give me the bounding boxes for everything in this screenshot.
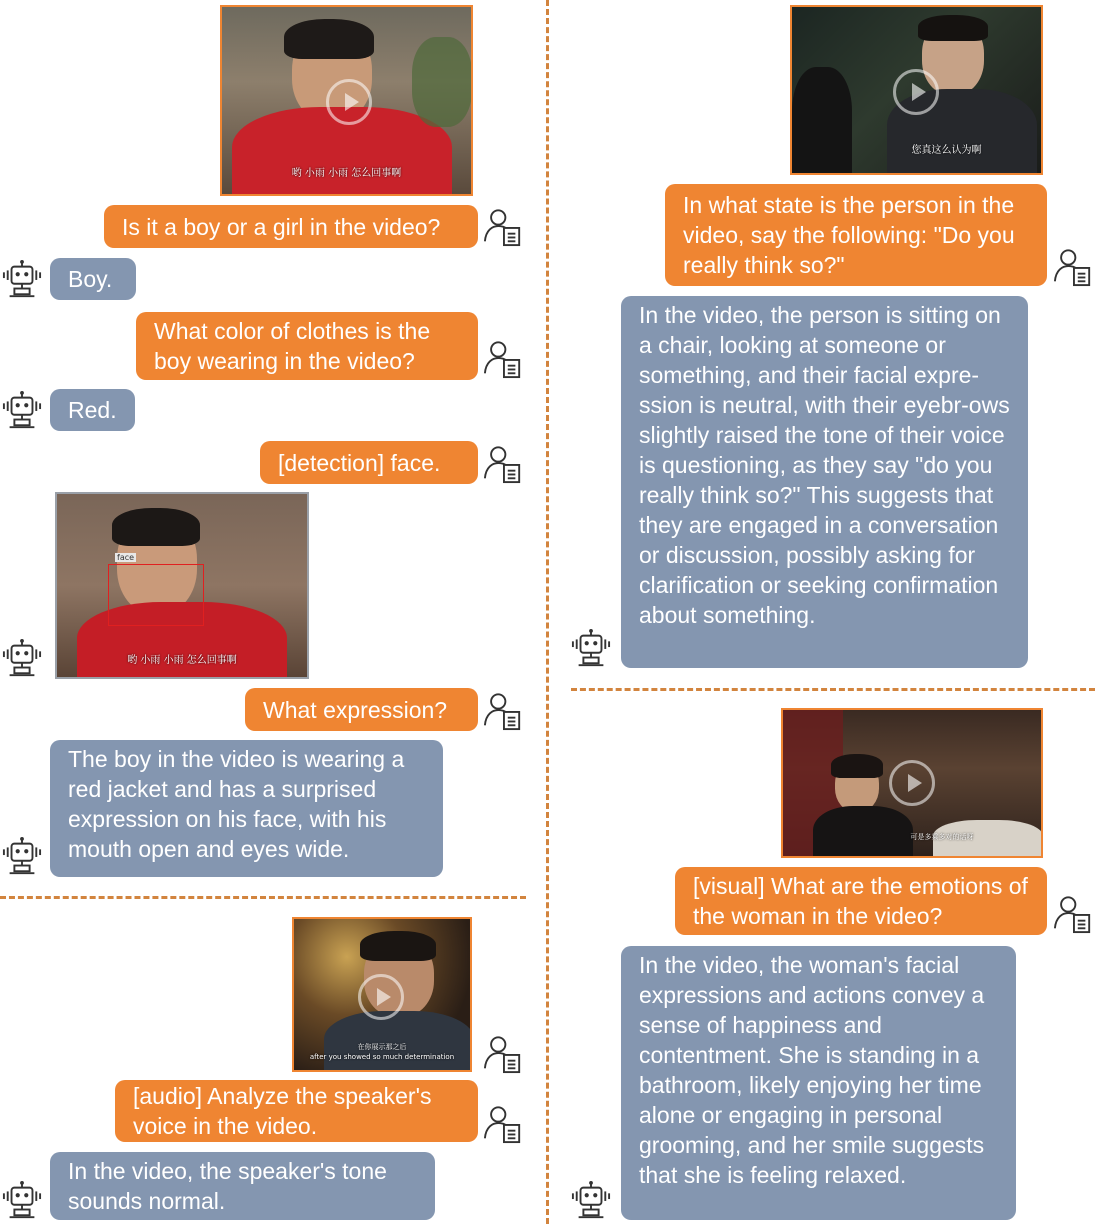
user-document-icon bbox=[483, 1034, 523, 1074]
user-document-icon bbox=[1053, 894, 1093, 934]
video-thumbnail-man-jacket[interactable] bbox=[790, 5, 1043, 175]
horizontal-divider-right bbox=[571, 688, 1095, 691]
user-document-icon bbox=[483, 207, 523, 247]
bot-message-text: In the video, the speaker's tone sounds normal. bbox=[68, 1158, 387, 1214]
user-message-state bbox=[665, 184, 1047, 286]
play-icon[interactable] bbox=[358, 974, 404, 1020]
robot-icon bbox=[2, 259, 42, 299]
user-message-text: What expression? bbox=[263, 696, 448, 723]
bot-message-visual bbox=[621, 946, 1016, 1220]
dark-suit bbox=[324, 1011, 472, 1072]
user-message-2 bbox=[136, 312, 478, 380]
user-message-4 bbox=[245, 688, 478, 731]
bot-message-1 bbox=[50, 258, 136, 300]
user-document-icon bbox=[1053, 247, 1093, 287]
bot-message-audio bbox=[50, 1152, 435, 1220]
video-thumbnail-woman[interactable] bbox=[781, 708, 1043, 858]
user-message-1 bbox=[104, 205, 478, 248]
horizontal-divider-left bbox=[0, 896, 526, 899]
person-hair bbox=[112, 508, 200, 546]
robot-icon bbox=[2, 1180, 42, 1220]
user-document-icon bbox=[483, 691, 523, 731]
robot-icon bbox=[2, 836, 42, 876]
foreground-shoulder bbox=[792, 67, 852, 175]
user-message-3 bbox=[260, 441, 478, 484]
video-subtitle: 您真这么认为啊 bbox=[911, 145, 982, 156]
play-icon[interactable] bbox=[893, 69, 939, 115]
robot-icon bbox=[571, 628, 611, 668]
user-message-audio bbox=[115, 1080, 478, 1142]
user-message-text: [detection] face. bbox=[278, 449, 441, 476]
detection-label: face bbox=[117, 553, 135, 562]
detection-subtitle: 哟 小雨 小雨 怎么回事啊 bbox=[127, 655, 237, 666]
user-message-text: In what state is the person in the video, say the following: "Do you really think so?" bbox=[683, 192, 1015, 278]
bot-message-text: In the video, the person is sitting on a chair, looking at someone or something, and their facial expre-ssion is neutral, with their eyebr-ows slightly raised the tone of their voice is questioning, as they say "do you really think so?" This suggests that they are engaged in a conversation or discussion, possibly asking for clarification or seeking confirmation about something. bbox=[639, 302, 1010, 628]
video-thumbnail-man-suit[interactable] bbox=[292, 917, 472, 1072]
person-hair bbox=[918, 15, 988, 41]
person-hair bbox=[831, 754, 883, 778]
play-icon[interactable] bbox=[326, 79, 372, 125]
plant bbox=[412, 37, 472, 127]
user-message-text: [visual] What are the emotions of the woman in the video? bbox=[693, 873, 1028, 929]
play-icon[interactable] bbox=[889, 760, 935, 806]
bot-message-text: Boy. bbox=[68, 266, 113, 292]
user-message-text: Is it a boy or a girl in the video? bbox=[122, 213, 441, 240]
face-bounding-box bbox=[108, 564, 204, 626]
detection-result-image bbox=[55, 492, 309, 679]
video-subtitle-en: after you showed so much determination bbox=[309, 1053, 455, 1061]
user-message-text: What color of clothes is the boy wearing in the video? bbox=[154, 318, 431, 374]
vertical-divider bbox=[546, 0, 549, 1224]
bot-message-text: The boy in the video is wearing a red jacket and has a surprised expression on his face, with his mouth open and eyes wide. bbox=[68, 746, 405, 862]
robot-icon bbox=[2, 390, 42, 430]
bot-message-4 bbox=[50, 740, 443, 877]
bot-message-2 bbox=[50, 389, 135, 431]
user-message-text: [audio] Analyze the speaker's voice in the video. bbox=[133, 1083, 432, 1139]
person-hair bbox=[284, 19, 374, 59]
bot-message-text: Red. bbox=[68, 397, 117, 423]
user-message-visual bbox=[675, 867, 1047, 935]
bot-message-state bbox=[621, 296, 1028, 668]
person-hair bbox=[360, 931, 436, 961]
dark-dress bbox=[813, 806, 913, 858]
robot-icon bbox=[571, 1180, 611, 1220]
bot-message-text: In the video, the woman's facial expressions and actions convey a sense of happiness and contentment. She is standing in a bathroom, likely enjoying her time alone or engaging in personal grooming, and her smile suggests that she is feeling relaxed. bbox=[639, 952, 985, 1188]
video-subtitle-cn: 在你展示那之后 bbox=[357, 1043, 407, 1051]
video-subtitle: 哟 小雨 小雨 怎么回事啊 bbox=[291, 168, 402, 179]
user-document-icon bbox=[483, 444, 523, 484]
video-subtitle: 可是多乘多对的话呀 bbox=[910, 833, 974, 841]
robot-icon bbox=[2, 638, 42, 678]
user-document-icon bbox=[483, 339, 523, 379]
video-thumbnail-boy[interactable] bbox=[220, 5, 473, 196]
user-document-icon bbox=[483, 1104, 523, 1144]
